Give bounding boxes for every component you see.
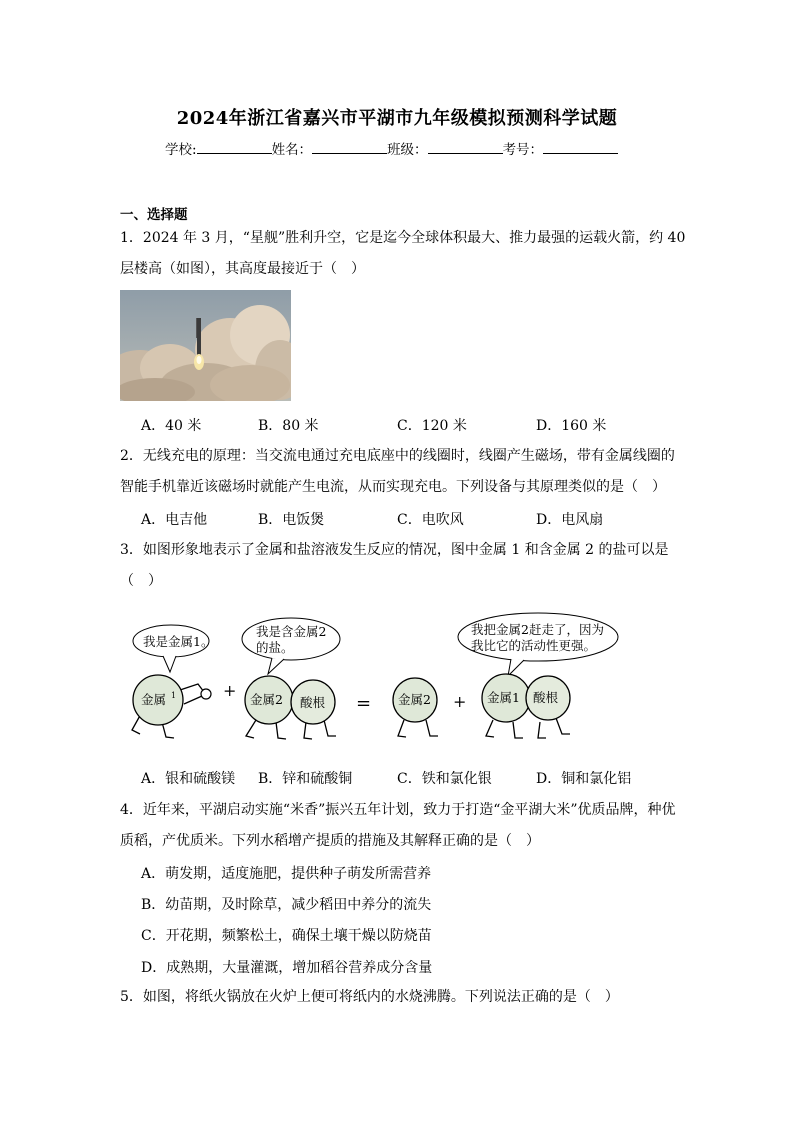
plus-sign-1: + xyxy=(223,681,237,700)
rocket-launch-photo xyxy=(120,290,291,401)
q4-line2: 质稻，产优质米。下列水稻增产提质的措施及其解释正确的是（ ） xyxy=(120,833,540,849)
q3-line1: 3．如图形象地表示了金属和盐溶液发生反应的情况，图中金属 1 和含金属 2 的盐可以是 xyxy=(120,542,669,558)
q2-option-a[interactable]: A．电吉他 xyxy=(141,512,208,528)
bubble1-tail xyxy=(163,656,176,672)
metal2-free-label: 金属2 xyxy=(398,692,431,707)
name-label: 姓名： xyxy=(271,142,313,158)
q4-line1: 4．近年来，平湖启动实施“米香”振兴五年计划，致力于打造“金平湖大米”优质品牌，种优 xyxy=(120,802,676,818)
bubble2-text-line1: 我是含金属2 xyxy=(256,624,327,639)
metal-reaction-diagram xyxy=(128,612,648,754)
acid-label: 酸根 xyxy=(300,695,326,710)
exam-no-blank[interactable] xyxy=(543,141,618,154)
q4-option-b[interactable]: B．幼苗期，及时除草，减少稻田中养分的流失 xyxy=(141,897,432,913)
q1-line2: 层楼高（如图），其高度最接近于（ ） xyxy=(120,261,365,277)
q3-line2: （ ） xyxy=(120,573,162,589)
q4-option-c[interactable]: C．开花期，频繁松土，确保土壤干燥以防烧苗 xyxy=(141,928,432,944)
school-label: 学校: xyxy=(165,142,197,158)
q3-option-a[interactable]: A．银和硫酸镁 xyxy=(141,771,236,787)
class-label: 班级： xyxy=(387,142,428,158)
q1-line1: 1．2024 年 3 月，“星舰”胜利升空，它是迄今全球体积最大、推力最强的运载火箭，约 40 xyxy=(120,230,686,246)
q3-option-c[interactable]: C．铁和氯化银 xyxy=(397,771,492,787)
metal1-bound-label: 金属1 xyxy=(487,690,520,705)
q4-option-a[interactable]: A．萌发期，适度施肥，提供种子萌发所需营养 xyxy=(141,866,432,882)
q4-option-d[interactable]: D．成熟期，大量灌溉，增加稻谷营养成分含量 xyxy=(141,960,433,976)
q2-line1: 2．无线充电的原理：当交流电通过充电底座中的线圈时，线圈产生磁场，带有金属线圈的 xyxy=(120,448,675,464)
q1-option-d[interactable]: D．160 米 xyxy=(536,418,607,434)
bubble2-tail xyxy=(268,658,284,674)
metal1-digit: 1 xyxy=(171,691,177,700)
bubble2-text-line2: 的盐。 xyxy=(256,640,294,655)
q3-option-d[interactable]: D．铜和氯化铝 xyxy=(536,771,632,787)
q2-line2: 智能手机靠近该磁场时就能产生电流，从而实现充电。下列设备与其原理类似的是（ ） xyxy=(120,479,666,495)
acid-bound-label: 酸根 xyxy=(533,690,559,705)
metal1-foot xyxy=(201,689,211,699)
q3-option-b[interactable]: B．锌和硫酸铜 xyxy=(258,771,353,787)
name-blank[interactable] xyxy=(312,141,387,154)
equals-sign: = xyxy=(356,693,372,714)
section-title: 一、选择题 xyxy=(120,207,188,223)
q1-option-a[interactable]: A．40 米 xyxy=(141,418,202,434)
bubble3-text-line1: 我把金属2赶走了，因为 xyxy=(471,622,604,637)
school-blank[interactable] xyxy=(197,141,272,154)
q2-option-d[interactable]: D．电风扇 xyxy=(536,512,604,528)
q5-line1: 5．如图，将纸火锅放在火炉上便可将纸内的水烧沸腾。下列说法正确的是（ ） xyxy=(120,989,619,1005)
student-info-line xyxy=(165,138,618,158)
metal1-label: 金属 xyxy=(141,692,167,707)
page-title: 2024年浙江省嘉兴市平湖市九年级模拟预测科学试题 xyxy=(176,108,618,129)
exam-no-label: 考号： xyxy=(502,142,544,158)
plus-sign-2: + xyxy=(453,692,467,711)
metal2-label: 金属2 xyxy=(250,692,283,707)
q2-option-b[interactable]: B．电饭煲 xyxy=(258,512,325,528)
class-blank[interactable] xyxy=(428,141,503,154)
bubble3-tail xyxy=(508,659,524,676)
q1-option-b[interactable]: B．80 米 xyxy=(258,418,319,434)
speech-bubble-replace xyxy=(458,613,618,661)
q2-option-c[interactable]: C．电吹风 xyxy=(397,512,464,528)
bubble1-text: 我是金属1。 xyxy=(143,634,214,649)
q1-option-c[interactable]: C．120 米 xyxy=(397,418,467,434)
bubble3-text-line2: 我比它的活动性更强。 xyxy=(471,638,597,653)
